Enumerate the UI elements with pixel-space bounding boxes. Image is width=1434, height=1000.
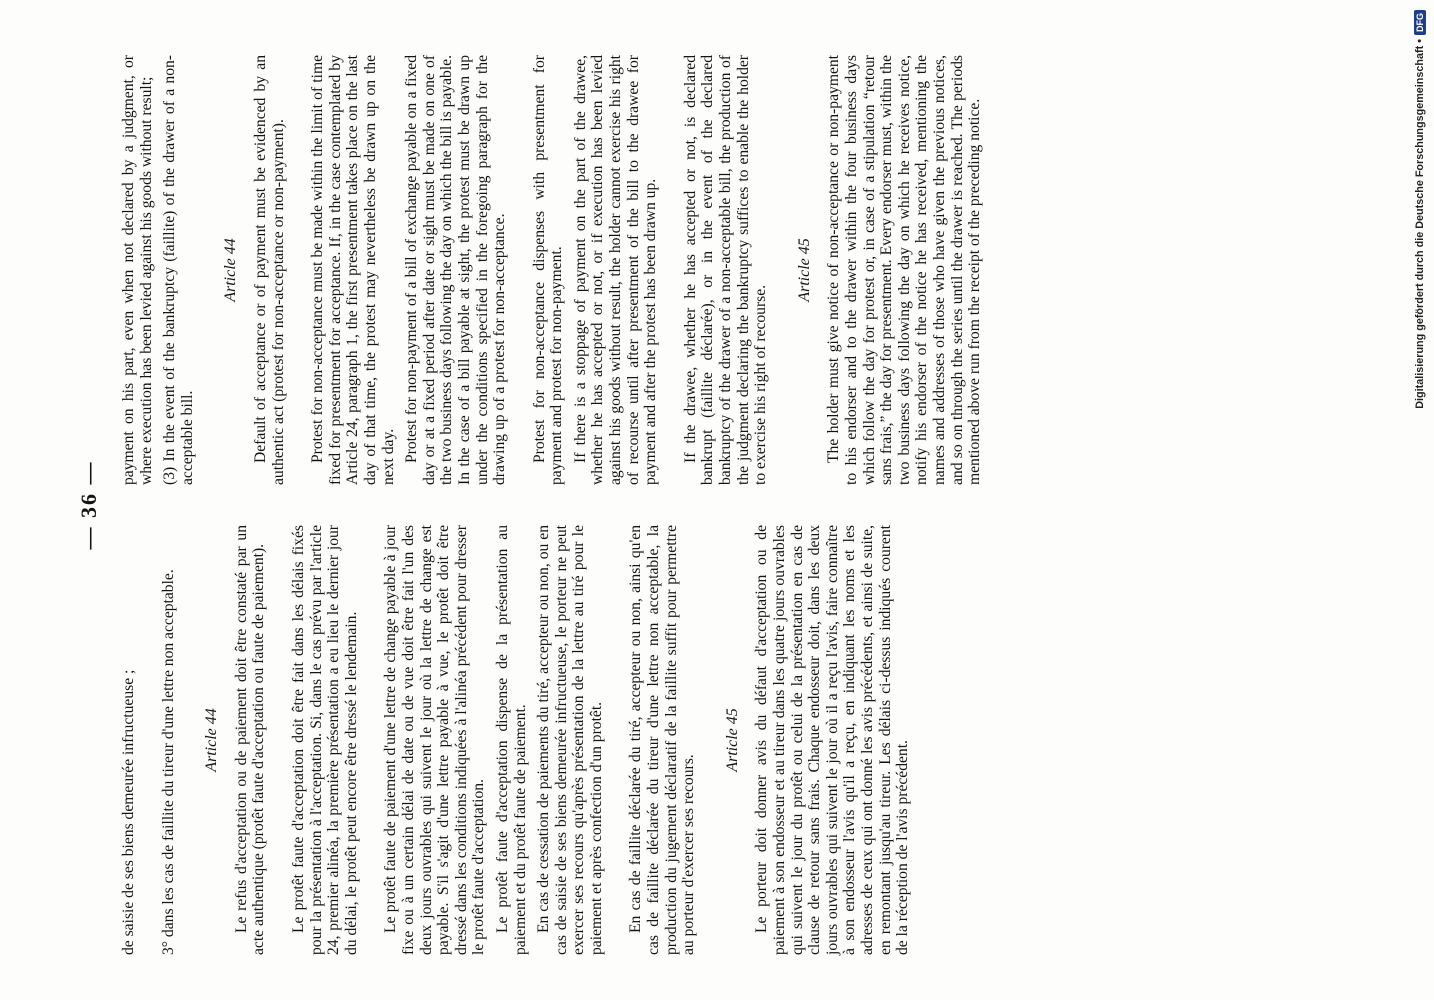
dfg-logo: DFG	[1414, 10, 1426, 35]
english-art44-para-2: Protest for non-acceptance must be made within the limit of time fixed for presentment for acceptance. If, in the case contemplated by Article 24, paragraph 1, the first presentment takes place on the last day of that time, the protest may nevertheless be drawn up on the next day.	[309, 55, 397, 485]
english-column	[120, 55, 990, 485]
french-art44-para-5: En cas de cessation de paiements du tiré, accepteur ou non, ou en cas de saisie de ses biens demeurée infructueuse, le porteur ne peut exercer ses recours qu'après présentation de la lettre au tiré pour le paiement et après confection d'un protêt.	[535, 525, 605, 955]
english-article-44-heading: Article 44	[222, 238, 240, 302]
english-art44-para-6: If the drawee, whether he has accepted or not, is declared bankrupt (faillite déclarée), or in the event of the declared bankruptcy of the drawer of a non-acceptable bill, the production of the judgment declaring the bankruptcy suffices to enable the holder to exercise his right of recourse.	[681, 55, 770, 485]
french-article-44-heading: Article 44	[203, 708, 221, 772]
french-art44-para-2: Le protêt faute d'acceptation doit être fait dans les délais fixés pour la présentation à l'acceptation. Si, dans le cas prévu par l'article 24, premier alinéa, la première présentation a eu lieu le dernier jour du délai, le protêt peut encore être dressé le lendemain.	[289, 525, 360, 955]
french-art44-para-6: En cas de faillite déclarée du tiré, accepteur ou non, ainsi qu'en cas de faillite déclarée du tireur d'une lettre non acceptable, la production du jugement déclaratif de la faillite suffit pour permettre au porteur d'exercer ses recours.	[627, 525, 698, 955]
english-art45-para-1: The holder must give notice of non-acceptance or non-payment to his endorser and to the drawer within the four business days which follow the day for protest or, in case of a stipulation “retour sans frais,” the day for presentment. Every endorser must, within the two business days following the day on which he receives notice, notify his endorser of the notice he has received, mentioning the names and addresses of those who have given the previous notices, and so on through the series until the drawer is reached. The periods mentioned above run from the receipt of the preceding notice.	[825, 55, 984, 485]
french-art45-para-1: Le porteur doit donner avis du défaut d'acceptation ou de paiement à son endosseur et au tireur dans les quatre jours ouvrables qui suivent le jour du protêt ou celui de la présentation en cas de clause de retour sans frais. Chaque endosseur doit, dans les deux jours ouvrables qui suivent le jour où il a reçu l'avis, faire connaître à son endosseur l'avis qu'il a reçu, en indiquant les noms et les adresses de ceux qui ont donné les avis précédents, et ainsi de suite, en remontant jusqu'au tireur. Les délais ci-dessus indiqués courent de la réception de l'avis précédent.	[753, 525, 912, 955]
rotated-page	[75, 55, 1365, 955]
french-art44-para-1: Le refus d'acceptation ou de paiement doit être constaté par un acte authentique (protêt faute d'acceptation ou faute de paiement).	[232, 525, 268, 955]
french-art44-para-3: Le protêt faute de paiement d'une lettre de change payable à jour fixe ou à un certain délai de date ou de vue doit être fait l'un des deux jours ouvrables qui suivent le jour où la lettre de change est payable. S'il s'agit d'une lettre payable à vue, le protêt doit être dressé dans les conditions indiquées à l'alinéa précédent pour dresser le protêt faute d'acceptation.	[382, 525, 488, 955]
french-article-45-heading: Article 45	[723, 708, 741, 772]
french-column	[120, 525, 918, 955]
english-art44-para-4: Protest for non-acceptance dispenses with presentment for payment and protest for non-payment.	[530, 55, 566, 485]
english-top-line-2: (3) In the event of the bankruptcy (faillite) of the drawer of a non-acceptable bill.	[161, 55, 196, 485]
french-top-line-2: 3° dans les cas de faillite du tireur d'une lettre non acceptable.	[159, 569, 177, 955]
english-article-45-heading: Article 45	[795, 238, 813, 302]
french-art44-para-4: Le protêt faute d'acceptation dispense de la présentation au paiement et du protêt faute de paiement.	[493, 525, 529, 955]
english-art44-para-5: If there is a stoppage of payment on the part of the drawee, whether he has accepted or not, or if execution has been levied against his goods without result, the holder cannot exercise his right of recourse until after presentment of the bill to the drawee for payment and after the protest has been drawn up.	[571, 55, 660, 485]
english-top-line-1: payment on his part, even when not declared by a judgment, or where execution has been levied against his goods without result;	[120, 55, 155, 485]
credit-text: Digitalisierung gefördert durch die Deutsche Forschungsgemeinschaft •	[1414, 39, 1426, 409]
english-art44-para-3: Protest for non-payment of a bill of exchange payable on a fixed day or at a fixed period after date or sight must be made on one of the two business days following the day on which the bill is payable. In the case of a bill payable at sight, the protest must be drawn up under the conditions specified in the foregoing paragraph for the drawing up of a protest for non-acceptance.	[403, 55, 509, 485]
french-top-line-1: de saisie de ses biens demeurée infructueuse ;	[120, 669, 137, 955]
page-number: — 36 —	[76, 460, 101, 550]
english-art44-para-1: Default of acceptance or of payment must be evidenced by an authentic act (protest for non-acceptance or non-payment).	[251, 55, 287, 485]
digitization-credit	[1414, 10, 1426, 990]
